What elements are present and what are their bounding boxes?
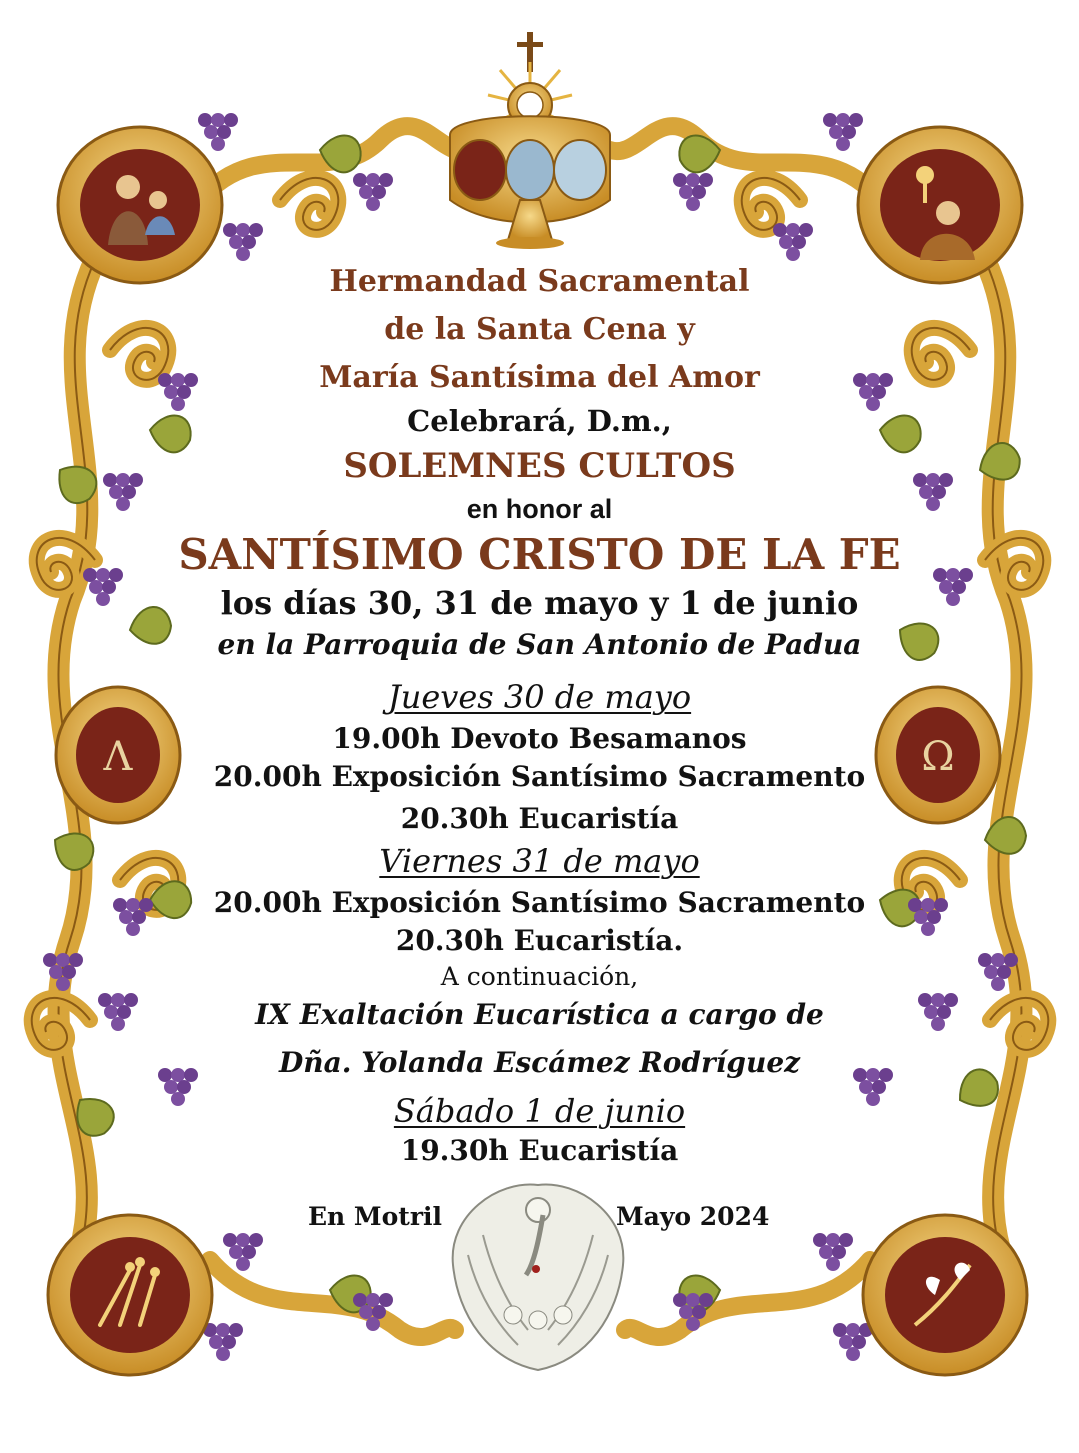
org-line-3: María Santísima del Amor (319, 360, 760, 395)
footer-date: Mayo 2024 (616, 1202, 770, 1231)
footer-city: En Motril (308, 1202, 442, 1231)
org-line-2: de la Santa Cena y (384, 312, 695, 347)
day3-event-1: 19.30h Eucaristía (400, 1134, 679, 1167)
speaker-name: Dña. Yolanda Escámez Rodríguez (278, 1046, 801, 1079)
monstrance-icon (450, 32, 610, 249)
continuation-text: A continuación, (440, 962, 639, 991)
day1-title: Jueves 30 de mayo (387, 678, 692, 716)
solemnes-cultos-title: SOLEMNES CULTOS (343, 446, 736, 486)
venue-text: en la Parroquia de San Antonio de Padua (217, 628, 862, 661)
lily-branch-icon (863, 1215, 1027, 1375)
dates-text: los días 30, 31 de mayo y 1 de junio (220, 584, 859, 622)
day2-title: Viernes 31 de mayo (379, 842, 700, 880)
saint-with-chalice-icon (858, 127, 1022, 283)
day2-event-2: 20.30h Eucaristía. (395, 924, 684, 957)
day1-event-3: 20.30h Eucaristía (400, 802, 679, 835)
wheat-sheaf-icon (48, 1215, 212, 1375)
org-line-1: Hermandad Sacramental (329, 264, 750, 299)
titular-title: SANTÍSIMO CRISTO DE LA FE (178, 530, 901, 579)
day1-event-2: 20.00h Exposición Santísimo Sacramento (213, 760, 866, 793)
omega-symbol: Ω (921, 734, 955, 780)
en-honor-text: en honor al (466, 494, 613, 524)
pelican-icon (453, 1185, 624, 1370)
alpha-symbol: Λ (103, 734, 133, 780)
exaltation-text: IX Exaltación Eucarística a cargo de (255, 998, 824, 1031)
day2-event-1: 20.00h Exposición Santísimo Sacramento (213, 886, 866, 919)
day3-title: Sábado 1 de junio (393, 1092, 686, 1130)
saint-anthony-icon (58, 127, 222, 283)
day1-event-1: 19.00h Devoto Besamanos (332, 722, 747, 755)
celebrara-text: Celebrará, D.m., (407, 404, 672, 438)
